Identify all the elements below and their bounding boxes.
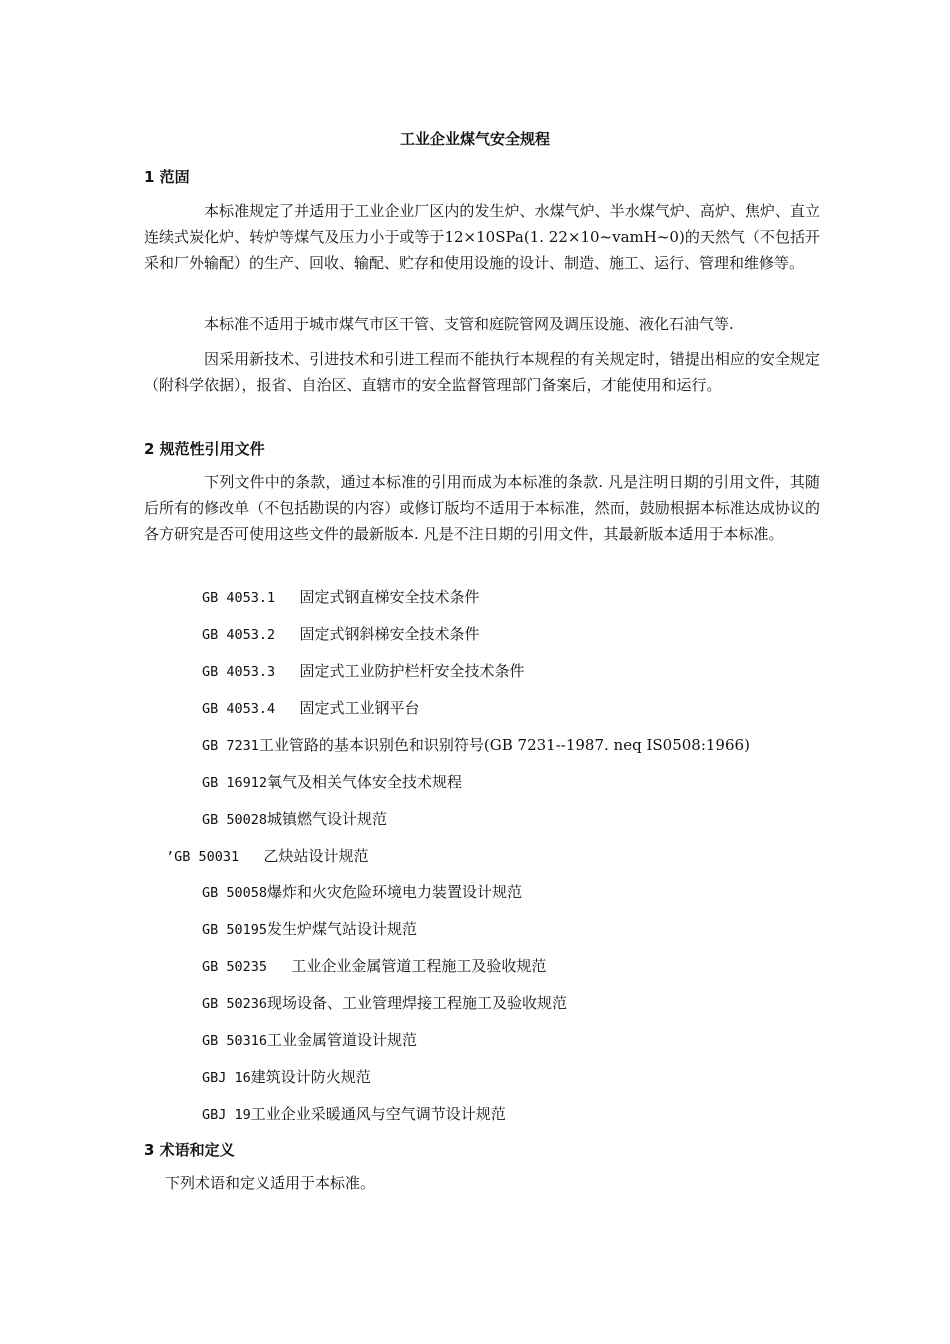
reference-item xyxy=(202,697,420,718)
reference-title: 城镇燃气设计规范 xyxy=(267,810,388,828)
reference-title: 固定式工业钢平台 xyxy=(299,699,420,717)
reference-title: 固定式工业防护栏杆安全技术条件 xyxy=(299,662,525,680)
reference-code: GB 50235 xyxy=(202,959,268,975)
reference-code: GBJ 19 xyxy=(202,1107,251,1123)
section-3-heading: 3 术语和定义 xyxy=(144,1141,235,1159)
reference-item xyxy=(202,955,546,976)
reference-gap xyxy=(275,590,299,606)
reference-item xyxy=(202,623,480,644)
reference-code: GB 7231 xyxy=(202,738,259,754)
reference-code: ’GB 50031 xyxy=(166,849,240,865)
reference-title: 建筑设计防火规范 xyxy=(250,1068,371,1086)
section-2-heading: 2 规范性引用文件 xyxy=(144,440,265,458)
reference-title: 固定式钢直梯安全技术条件 xyxy=(299,588,480,606)
section-2-paragraph-1-text: 下列文件中的条款，通过本标准的引用而成为本标准的条款. 凡是注明日期的引用文件，其随后所有的修改单（不包括勘误的内容）或修订版均不适用于本标准，然而，鼓励根据本标准达成协议的各方研究是否可使用这些文件的最新版本. 凡是不注日期的引用文件，其最新版本适用于本标准。 xyxy=(144,473,820,543)
reference-code: GB 16912 xyxy=(202,775,268,791)
section-1-paragraph-1 xyxy=(144,198,820,276)
document-title: 工业企业煤气安全规程 xyxy=(399,130,550,148)
reference-code: GB 50028 xyxy=(202,812,268,828)
reference-gap xyxy=(275,664,299,680)
reference-item xyxy=(202,881,522,902)
section-1-paragraph-3-text: 因采用新技术、引进技术和引进工程而不能执行本规程的有关规定时，错提出相应的安全规定（附科学依据），报省、自治区、直辖市的安全监督管理部门备案后，才能使用和运行。 xyxy=(144,350,820,394)
reference-gap xyxy=(275,701,299,717)
reference-code: GB 4053.1 xyxy=(202,590,276,606)
reference-code: GB 50058 xyxy=(202,885,268,901)
reference-item xyxy=(202,1103,506,1124)
section-3-paragraph-1: 下列术语和定义适用于本标准。 xyxy=(165,1174,376,1192)
reference-title: 工业金属管道设计规范 xyxy=(267,1031,418,1049)
reference-code: GB 50195 xyxy=(202,922,268,938)
reference-code: GB 50316 xyxy=(202,1033,268,1049)
reference-title: 现场设备、工业管理焊接工程施工及验收规范 xyxy=(267,994,568,1012)
reference-item xyxy=(202,808,387,829)
reference-item xyxy=(202,771,462,792)
reference-item xyxy=(202,734,750,755)
reference-code: GBJ 16 xyxy=(202,1070,251,1086)
section-1-paragraph-2 xyxy=(144,311,820,337)
reference-gap xyxy=(267,959,291,975)
reference-title: 工业管路的基本识别色和识别符号(GB 7231--1987. neq IS0508:1966) xyxy=(258,736,750,754)
reference-title: 乙炔站设计规范 xyxy=(263,847,369,865)
reference-title: 固定式钢斜梯安全技术条件 xyxy=(299,625,480,643)
reference-title: 发生炉煤气站设计规范 xyxy=(267,920,418,938)
reference-item xyxy=(202,660,525,681)
reference-item xyxy=(202,1066,371,1087)
reference-code: GB 50236 xyxy=(202,996,268,1012)
section-2-paragraph-1 xyxy=(144,469,820,547)
section-1-paragraph-1-text: 本标准规定了并适用于工业企业厂区内的发生炉、水煤气炉、半水煤气炉、高炉、焦炉、直立连续式炭化炉、转炉等煤气及压力小于或等于12×10SPa(1. 22×10~vamH~0)的天然气（不包括开采和厂外输配）的生产、回收、输配、贮存和使用设施的设计、制造、施工、运行、管理和维修等。 xyxy=(144,202,820,272)
reference-item xyxy=(202,1029,417,1050)
reference-title: 爆炸和火灾危险环境电力装置设计规范 xyxy=(267,883,523,901)
reference-item xyxy=(166,845,369,866)
reference-item xyxy=(202,918,417,939)
reference-code: GB 4053.2 xyxy=(202,627,276,643)
reference-item xyxy=(202,992,567,1013)
reference-item xyxy=(202,586,480,607)
reference-title: 工业企业采暖通风与空气调节设计规范 xyxy=(250,1105,506,1123)
reference-gap xyxy=(275,627,299,643)
reference-title: 氧气及相关气体安全技术规程 xyxy=(267,773,463,791)
section-1-paragraph-3 xyxy=(144,346,820,398)
reference-code: GB 4053.4 xyxy=(202,701,276,717)
section-1-paragraph-2-text: 本标准不适用于城市煤气市区干管、支管和庭院管网及调压设施、液化石油气等. xyxy=(204,315,734,333)
reference-title: 工业企业金属管道工程施工及验收规范 xyxy=(291,957,547,975)
reference-gap xyxy=(239,849,263,865)
reference-code: GB 4053.3 xyxy=(202,664,276,680)
section-1-heading: 1 范固 xyxy=(144,168,190,186)
